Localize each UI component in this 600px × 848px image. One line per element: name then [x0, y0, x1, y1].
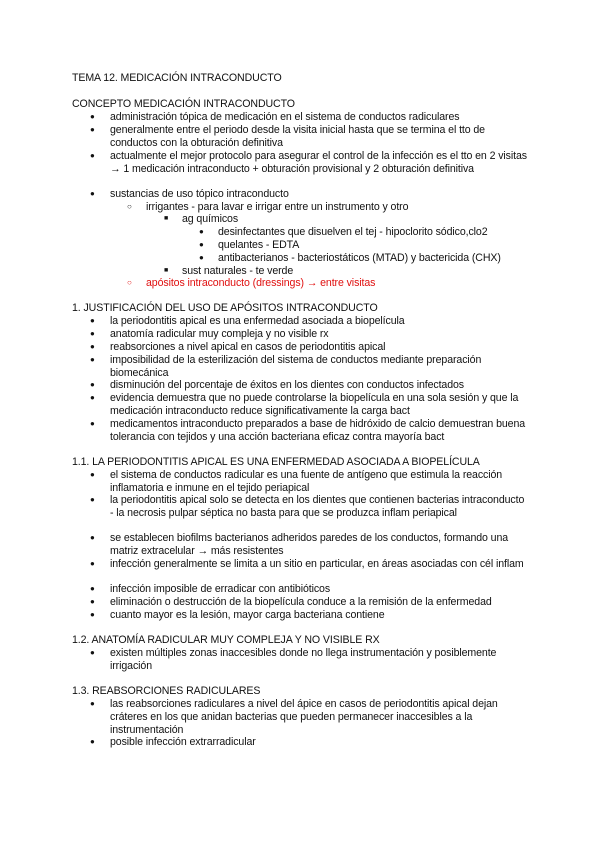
- list-item: generalmente entre el periodo desde la visita inicial hasta que se termina el tto de conductos con la obturación definitiva: [110, 124, 485, 149]
- bullet: ●: [90, 470, 95, 479]
- bullet: ○: [127, 278, 132, 287]
- bullet: ●: [199, 240, 204, 249]
- section-heading-1-1: 1.1. LA PERIODONTITIS APICAL ES UNA ENFERMEDAD ASOCIADA A BIOPELÍCULA: [72, 456, 480, 468]
- list-item: evidencia demuestra que no puede controlarse la biopelícula en una sola sesión y que la medicación intraconducto reduce significativamente la carga bact: [110, 392, 519, 417]
- list-item: antibacterianos - bacteriostáticos (MTAD) y bactericida (CHX): [218, 252, 501, 264]
- bullet: ●: [90, 380, 95, 389]
- bullet: ●: [90, 329, 95, 338]
- list-item: las reabsorciones radiculares a nivel del ápice en casos de periodontitis apical dejan cráteres en los que anidan bacterias que pueden permanecer inaccesibles a la instrumentación: [110, 698, 498, 736]
- bullet: ●: [90, 584, 95, 593]
- list-item-sust-naturales: sust naturales - te verde: [182, 265, 294, 277]
- list-item: se establecen biofilms bacterianos adheridos paredes de los conductos, formando una matriz extracelular → más resistentes: [110, 532, 509, 557]
- section-heading-1-3: 1.3. REABSORCIONES RADICULARES: [72, 685, 261, 697]
- list-item: eliminación o destrucción de la biopelícula conduce a la remisión de la enfermedad: [110, 596, 492, 608]
- bullet: ●: [90, 393, 95, 402]
- bullet: ●: [90, 597, 95, 606]
- list-item: actualmente el mejor protocolo para asegurar el control de la infección es el tto en 2 visitas → 1 medicación intraconducto + obturación provisional y 2 obturación definitiva: [110, 150, 527, 175]
- bullet: ○: [127, 202, 132, 211]
- list-item: infección imposible de erradicar con antibióticos: [110, 583, 331, 595]
- bullet: ●: [90, 559, 95, 568]
- bullet: ●: [90, 737, 95, 746]
- bullet: ●: [90, 495, 95, 504]
- list-item: imposibilidad de la esterilización del sistema de conductos mediante preparación biomecánica: [110, 354, 482, 379]
- section-heading-concepto: CONCEPTO MEDICACIÓN INTRACONDUCTO: [72, 98, 295, 110]
- list-item: la periodontitis apical solo se detecta en los dientes que contienen bacterias intraconducto - la necrosis pulpar séptica no basta para que se produzca inflam periapical: [110, 494, 525, 519]
- bullet: ●: [90, 533, 95, 542]
- list-item: reabsorciones a nivel apical en casos de periodontitis apical: [110, 341, 386, 353]
- bullet: ●: [90, 355, 95, 364]
- bullet: ●: [90, 151, 95, 160]
- bullet: ●: [90, 189, 95, 198]
- list-item-irrigantes: irrigantes - para lavar e irrigar entre un instrumento y otro: [146, 201, 409, 213]
- list-item: el sistema de conductos radicular es una fuente de antígeno que estimula la reacción inflamatoria e inmune en el tejido periapical: [110, 469, 503, 494]
- bullet: ●: [199, 253, 204, 262]
- list-item-ag-quimicos: ag químicos: [182, 213, 239, 225]
- document-title: TEMA 12. MEDICACIÓN INTRACONDUCTO: [72, 72, 282, 84]
- section-heading-1: 1. JUSTIFICACIÓN DEL USO DE APÓSITOS INTRACONDUCTO: [72, 302, 378, 314]
- section-heading-1-2: 1.2. ANATOMÍA RADICULAR MUY COMPLEJA Y NO VISIBLE RX: [72, 634, 380, 646]
- bullet: ●: [90, 419, 95, 428]
- list-item: disminución del porcentaje de éxitos en los dientes con conductos infectados: [110, 379, 464, 391]
- list-item: la periodontitis apical es una enfermedad asociada a biopelícula: [110, 315, 405, 327]
- list-item: anatomía radicular muy compleja y no visible rx: [110, 328, 329, 340]
- list-item: quelantes - EDTA: [218, 239, 300, 251]
- list-item: cuanto mayor es la lesión, mayor carga bacteriana contiene: [110, 609, 385, 621]
- list-item: administración tópica de medicación en el sistema de conductos radiculares: [110, 111, 460, 123]
- bullet: ■: [164, 267, 169, 274]
- bullet: ●: [90, 699, 95, 708]
- bullet: ●: [90, 125, 95, 134]
- bullet: ●: [90, 342, 95, 351]
- list-item: medicamentos intraconducto preparados a base de hidróxido de calcio demuestran buena tolerancia con tejidos y una acción bacteriana eficaz contra mayoría bact: [110, 418, 526, 443]
- list-item: sustancias de uso tópico intraconducto: [110, 188, 289, 200]
- list-item: existen múltiples zonas inaccesibles donde no llega instrumentación y posiblemente irrigación: [110, 647, 497, 672]
- list-item: desinfectantes que disuelven el tej - hipoclorito sódico,clo2: [218, 226, 488, 238]
- list-item: posible infección extrarradicular: [110, 736, 256, 748]
- bullet: ●: [90, 610, 95, 619]
- bullet: ●: [90, 112, 95, 121]
- bullet: ●: [90, 316, 95, 325]
- bullet: ●: [90, 648, 95, 657]
- bullet: ■: [164, 215, 169, 222]
- list-item: infección generalmente se limita a un sitio en particular, en áreas asociadas con cél inflam: [110, 558, 524, 570]
- bullet: ●: [199, 227, 204, 236]
- list-item-apositos: apósitos intraconducto (dressings) → entre visitas: [146, 277, 376, 289]
